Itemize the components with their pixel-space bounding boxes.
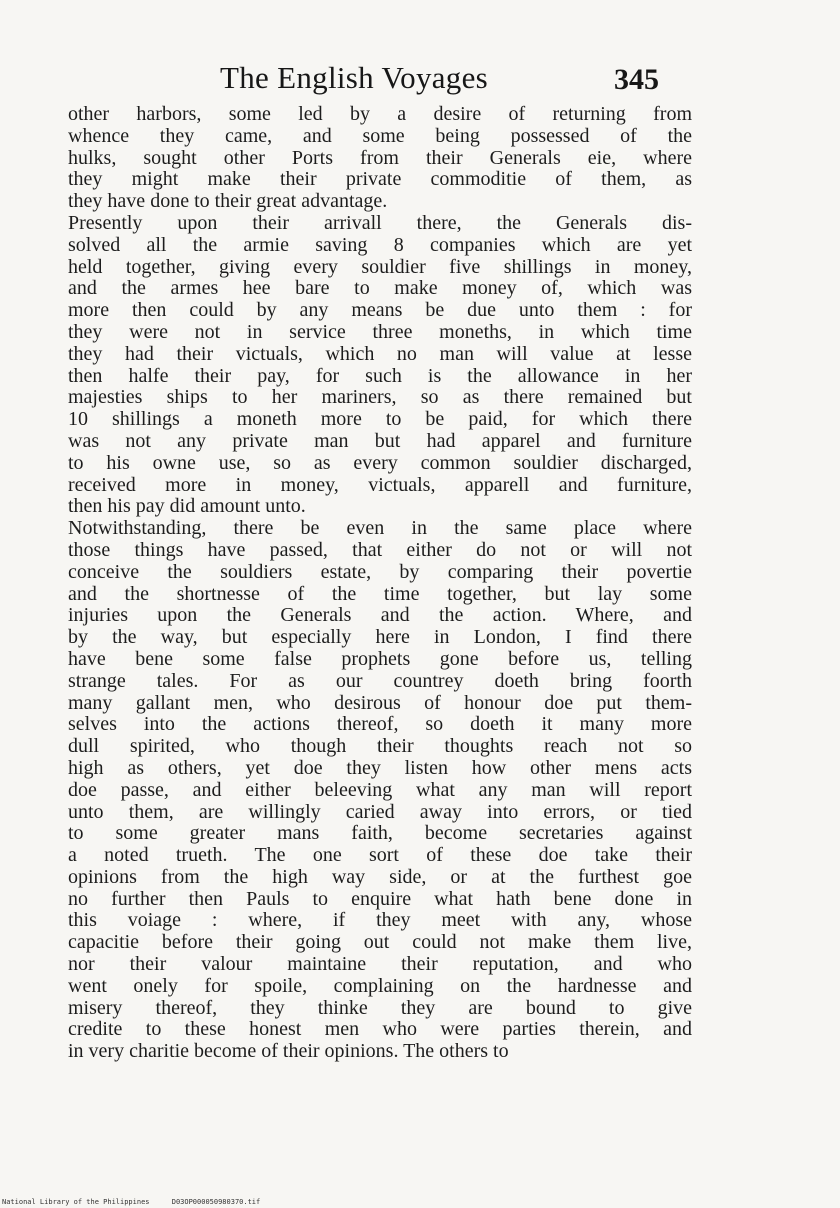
text-line: this voiage : where, if they meet with any, whose [68, 909, 692, 932]
text-line: opinions from the high way side, or at the furthest goe [68, 865, 692, 888]
text-line: have bene some false prophets gone before us, telling [68, 647, 692, 670]
text-line: high as others, yet doe they listen how other mens acts [68, 756, 692, 779]
text-line: conceive the souldiers estate, by comparing their povertie [68, 560, 692, 583]
text-line: hulks, sought other Ports from their Generals eie, where [68, 146, 692, 169]
text-line: they might make their private commoditie of them, as [68, 168, 692, 191]
file-name: D03OP000050980370.tif [171, 1198, 261, 1206]
text-line: nor their valour maintaine their reputation, and who [68, 953, 692, 976]
text-line: no further then Pauls to enquire what hath bene done in [68, 887, 692, 910]
text-line: 10 shillings a moneth more to be paid, for which there [68, 408, 692, 431]
text-line: majesties ships to her mariners, so as there remained but [68, 386, 692, 409]
text-line: solved all the armie saving 8 companies which are yet [68, 233, 692, 256]
text-line: Presently upon their arrivall there, the Generals dis- [68, 211, 692, 234]
text-line: credite to these honest men who were parties therein, and [68, 1018, 692, 1041]
library-credit: National Library of the Philippines [2, 1198, 150, 1206]
text-line: dull spirited, who though their thoughts reach not so [68, 735, 692, 758]
text-line: those things have passed, that either do not or will not [68, 538, 692, 561]
text-line: doe passe, and either beleeving what any man will report [68, 778, 692, 801]
page-number: 345 [614, 63, 659, 96]
running-title: The English Voyages [220, 60, 489, 95]
text-line: went onely for spoile, complaining on the hardnesse and [68, 974, 692, 997]
body-text [68, 104, 692, 1063]
text-line: misery thereof, they thinke they are bound to give [68, 996, 692, 1019]
text-line: whence they came, and some being possessed of the [68, 124, 692, 147]
text-line: strange tales. For as our countrey doeth bring foorth [68, 669, 692, 692]
text-line: to his owne use, so as every common souldier discharged, [68, 451, 692, 474]
text-line: other harbors, some led by a desire of returning from [68, 103, 692, 125]
text-line: received more in money, victuals, apparell and furniture, [68, 473, 692, 496]
text-line: unto them, are willingly caried away into errors, or tied [68, 800, 692, 823]
running-head [0, 58, 840, 98]
text-line: a noted trueth. The one sort of these doe take their [68, 844, 692, 867]
text-line: more then could by any means be due unto them : for [68, 299, 692, 322]
text-line: by the way, but especially here in London, I find there [68, 626, 692, 649]
text-line: Notwithstanding, there be even in the same place where [68, 517, 692, 540]
text-line: selves into the actions thereof, so doeth it many more [68, 713, 692, 736]
text-line: held together, giving every souldier five shillings in money, [68, 255, 692, 278]
text-line: and the armes hee bare to make money of, which was [68, 277, 692, 300]
text-line: to some greater mans faith, become secretaries against [68, 822, 692, 845]
text-line: many gallant men, who desirous of honour doe put them- [68, 691, 692, 714]
scan-footer [2, 1196, 260, 1208]
text-line: they have done to their great advantage. [68, 190, 388, 213]
text-line: then his pay did amount unto. [68, 495, 306, 518]
text-line: and the shortnesse of the time together, but lay some [68, 582, 692, 605]
text-line: was not any private man but had apparel and furniture [68, 429, 692, 452]
text-line: in very charitie become of their opinions. The others to [68, 1040, 509, 1063]
text-line: injuries upon the Generals and the action. Where, and [68, 604, 692, 627]
text-line: capacitie before their going out could not make them live, [68, 931, 692, 954]
text-line: then halfe their pay, for such is the allowance in her [68, 364, 692, 387]
text-line: they had their victuals, which no man will value at lesse [68, 342, 692, 365]
text-line: they were not in service three moneths, in which time [68, 320, 692, 343]
